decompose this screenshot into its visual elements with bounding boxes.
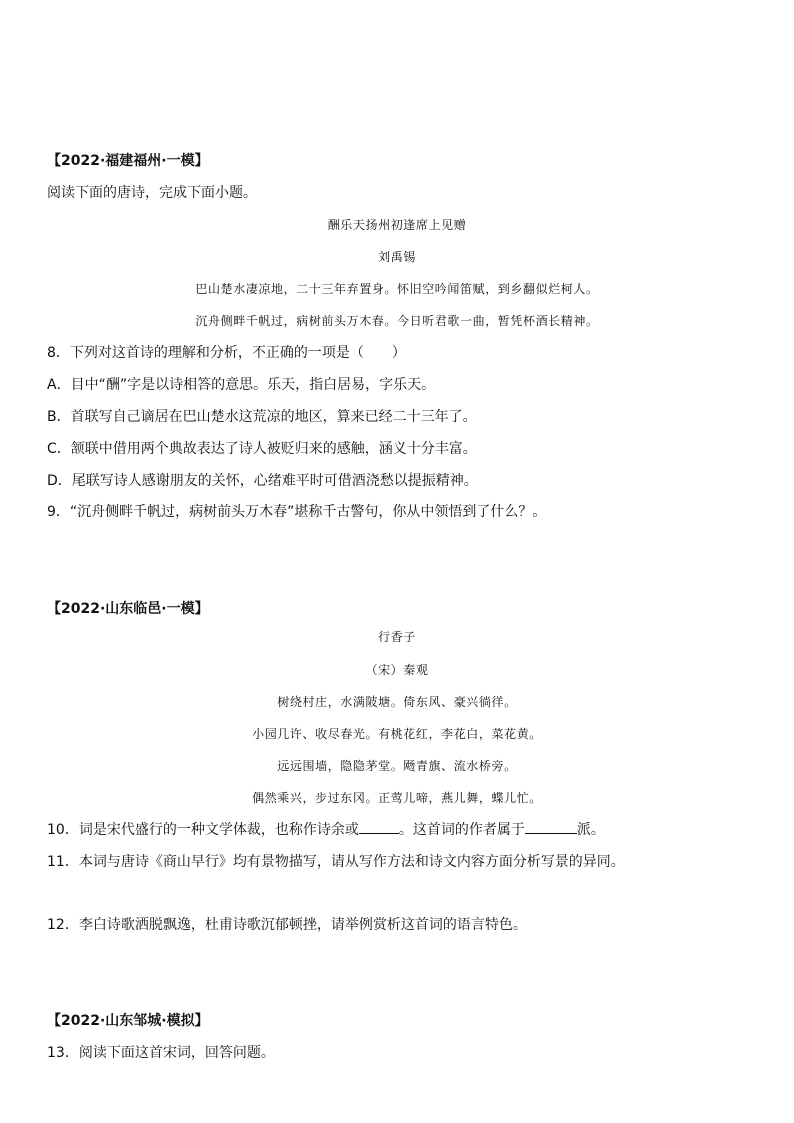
poem-author: （宋）秦观 [365, 663, 429, 677]
poem-line: 小园几许、收尽春光。有桃花红，李花白，菜花黄。 [252, 727, 542, 741]
question-10 [47, 819, 605, 839]
option-c: C．颔联中借用两个典故表达了诗人被贬归来的感触，涵义十分丰富。 [47, 441, 477, 457]
question-10-text: 派。 [576, 822, 605, 838]
option-d: D．尾联写诗人感谢朋友的关怀，心绪难平时可借酒浇愁以提振精神。 [47, 473, 478, 489]
section-heading: 【2022·山东临邑·一模】 [47, 601, 209, 617]
question-8: 8．下列对这首诗的理解和分析，不正确的一项是（ ） [47, 345, 406, 361]
poem-author: 刘禹锡 [378, 250, 416, 264]
option-b: B．首联写自己谪居在巴山楚水这荒凉的地区，算来已经二十三年了。 [47, 409, 477, 425]
question-10-text: 10．词是宋代盛行的一种文学体裁，也称作诗余或 [47, 822, 359, 838]
poem-line: 偶然乘兴，步过东冈。正莺儿啼，燕儿舞，蝶儿忙。 [252, 791, 542, 805]
question-13: 13．阅读下面这首宋词，回答问题。 [47, 1045, 275, 1061]
question-9: 9．“沉舟侧畔千帆过，病树前头万木春”堪称千古警句，你从中领悟到了什么？。 [47, 504, 547, 520]
section-heading: 【2022·福建福州·一模】 [47, 153, 209, 169]
answer-blank[interactable] [359, 819, 399, 834]
poem-title: 行香子 [378, 630, 416, 644]
poem-title: 酬乐天扬州初逢席上见赠 [327, 218, 467, 232]
poem-line: 沉舟侧畔千帆过，病树前头万木春。今日听君歌一曲，暂凭杯酒长精神。 [195, 314, 599, 328]
poem-line: 树绕村庄，水满陂塘。倚东风、豪兴徜徉。 [277, 695, 517, 709]
poem-line: 远远围墙，隐隐茅堂。飏青旗、流水桥旁。 [277, 759, 517, 773]
section-heading: 【2022·山东邹城·模拟】 [47, 1013, 209, 1029]
option-a: A．目中“酬”字是以诗相答的意思。乐天，指白居易，字乐天。 [47, 377, 436, 393]
answer-blank[interactable] [525, 819, 577, 834]
question-10-text: 。这首词的作者属于 [398, 822, 525, 838]
instruction-text: 阅读下面的唐诗，完成下面小题。 [47, 185, 257, 201]
poem-line: 巴山楚水凄凉地，二十三年弃置身。怀旧空吟闻笛赋，到乡翻似烂柯人。 [195, 282, 599, 296]
question-12: 12．李白诗歌洒脱飘逸，杜甫诗歌沉郁顿挫，请举例赏析这首词的语言特色。 [47, 917, 527, 933]
question-11: 11．本词与唐诗《商山早行》均有景物描写，请从写作方法和诗文内容方面分析写景的异同。 [47, 854, 625, 870]
